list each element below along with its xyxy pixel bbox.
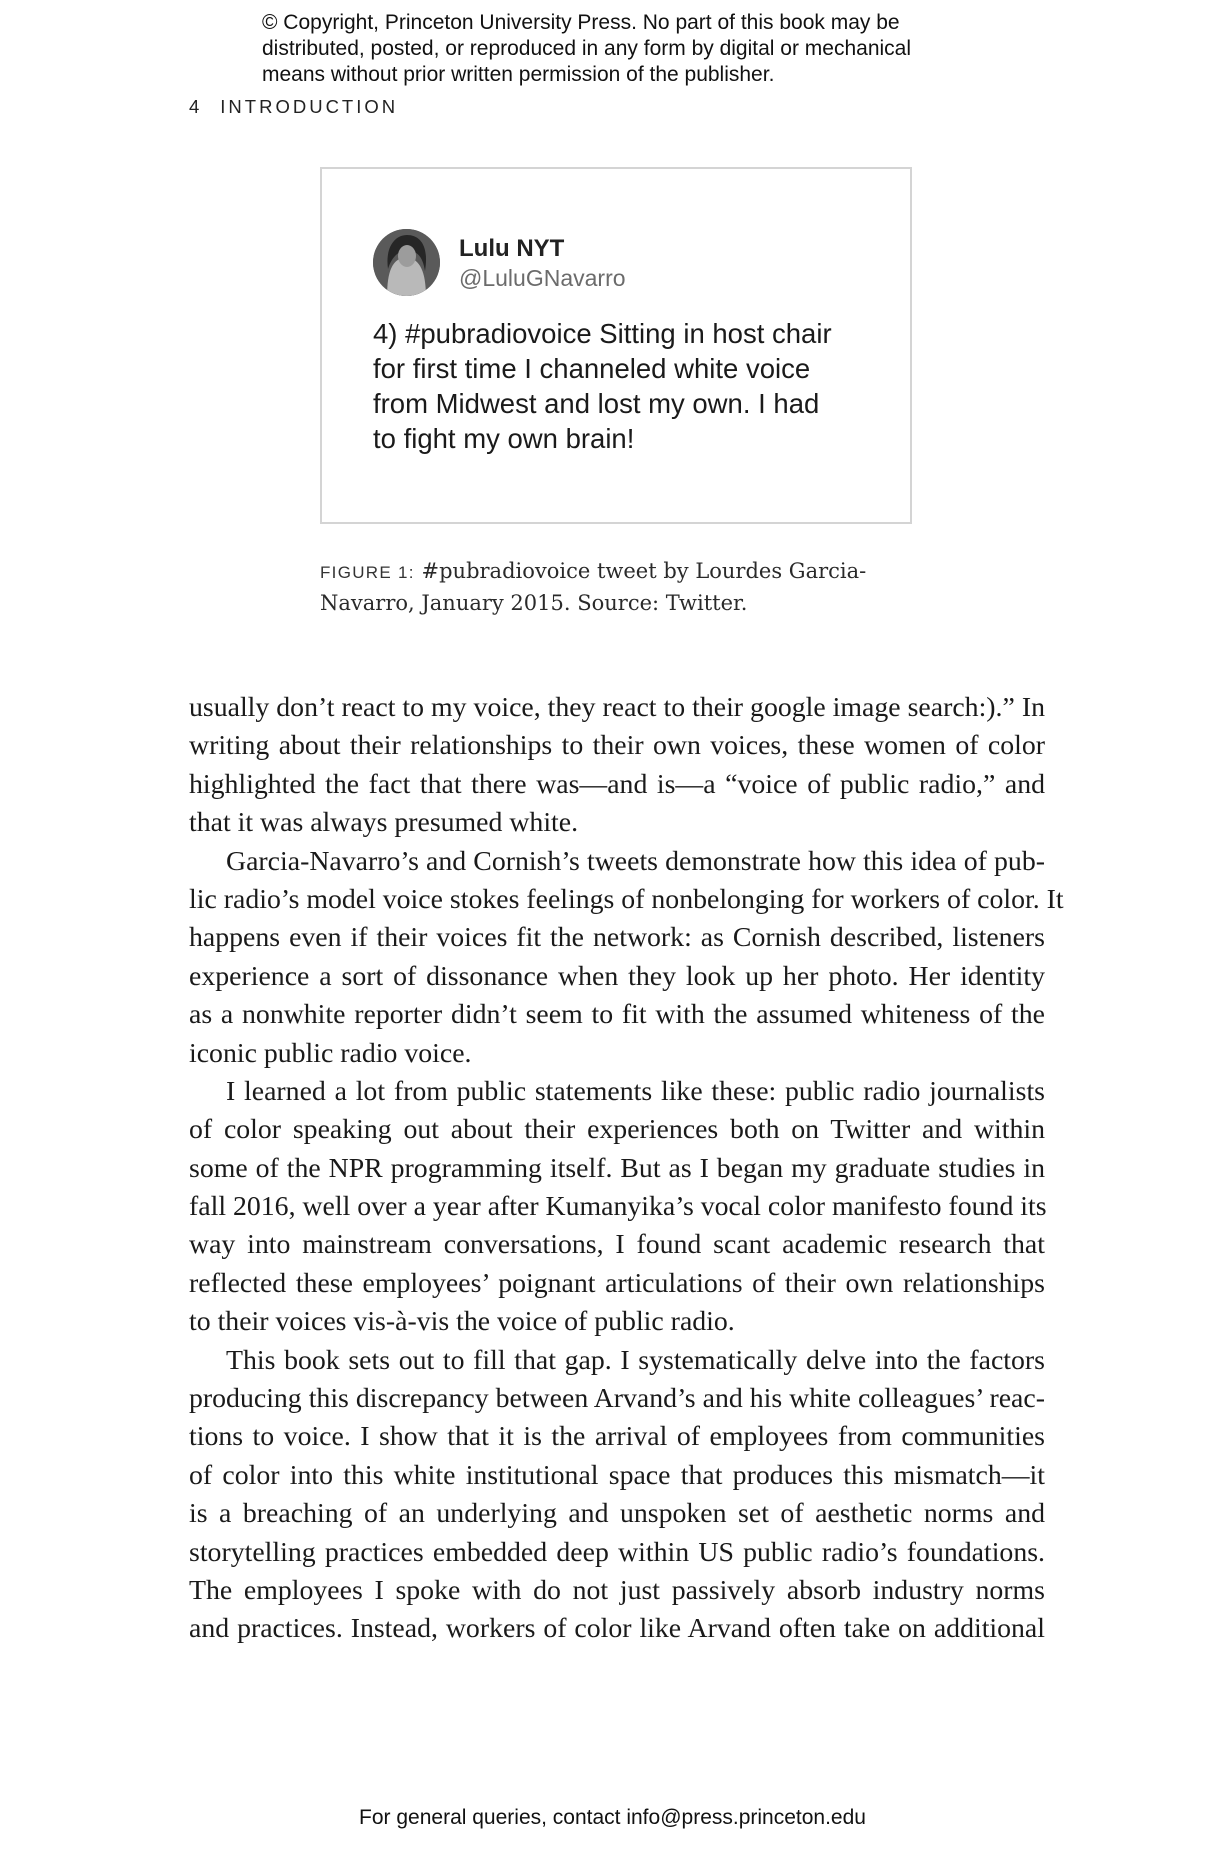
body-line: I learned a lot from public statements like these: public radio journalists <box>226 1075 1045 1107</box>
body-line: that it was always presumed white. <box>189 807 579 839</box>
body-line: is a breaching of an underlying and unspoken set of aesthetic norms and <box>189 1498 1045 1530</box>
body-line: of color into this white institutional space that produces this mismatch—it <box>189 1459 1045 1491</box>
body-line: as a nonwhite reporter didn’t seem to fit with the assumed whiteness of the <box>189 999 1045 1031</box>
caption-text: #pubradiovoice tweet by Lourdes Garcia- <box>414 559 867 583</box>
body-line: Garcia-Navarro’s and Cornish’s tweets demonstrate how this idea of pub- <box>226 845 1045 877</box>
copyright-line: means without prior written permission of the publisher. <box>262 63 775 86</box>
tweet-author-name: Lulu NYT <box>459 235 565 262</box>
section-title: INTRODUCTION <box>220 96 399 117</box>
tweet-text-line: 4) #pubradiovoice Sitting in host chair <box>373 318 832 349</box>
caption-text: Navarro, January 2015. Source: Twitter. <box>320 591 748 615</box>
body-line: usually don’t react to my voice, they react to their google image search:).” In <box>189 692 1045 723</box>
body-line: lic radio’s model voice stokes feelings of nonbelonging for workers of color. It <box>189 883 1064 915</box>
tweet-text-line: from Midwest and lost my own. I had <box>373 388 820 419</box>
page-number: 4 <box>189 96 203 117</box>
body-line: highlighted the fact that there was—and is—a “voice of public radio,” and <box>189 768 1045 800</box>
figure-label: FIGURE 1: <box>320 563 415 582</box>
body-line: way into mainstream conversations, I found scant academic research that <box>189 1229 1045 1261</box>
body-line: writing about their relationships to their own voices, these women of color <box>189 730 1045 762</box>
tweet-text <box>373 316 893 456</box>
copyright-line: distributed, posted, or reproduced in any form by digital or mechanical <box>262 37 912 60</box>
footer-contact: For general queries, contact info@press.princeton.edu <box>359 1806 866 1829</box>
avatar-portrait-icon <box>373 229 440 296</box>
body-line: tions to voice. I show that it is the arrival of employees from communities <box>189 1421 1045 1453</box>
tweet-figure <box>320 167 912 524</box>
body-line: of color speaking out about their experiences both on Twitter and within <box>189 1114 1045 1146</box>
body-line: some of the NPR programming itself. But as I began my graduate studies in <box>189 1152 1045 1184</box>
copyright-notice <box>262 10 1022 88</box>
body-line: experience a sort of dissonance when they look up her photo. Her identity <box>189 960 1045 992</box>
avatar <box>373 229 440 296</box>
tweet-text-line: for first time I channeled white voice <box>373 353 811 384</box>
body-line: producing this discrepancy between Arvand’s and his white colleagues’ reac- <box>189 1383 1045 1415</box>
body-line: reflected these employees’ poignant articulations of their own relationships <box>189 1267 1045 1299</box>
figure-caption <box>320 556 920 619</box>
body-line: and practices. Instead, workers of color like Arvand often take on additional <box>189 1613 1045 1645</box>
body-line: iconic public radio voice. <box>189 1037 472 1069</box>
body-line: happens even if their voices fit the network: as Cornish described, listeners <box>189 922 1045 954</box>
body-line: to their voices vis-à-vis the voice of public radio. <box>189 1306 735 1338</box>
tweet-author-handle: @LuluGNavarro <box>459 265 626 291</box>
running-head <box>189 96 398 118</box>
body-line: This book sets out to fill that gap. I systematically delve into the factors <box>226 1344 1045 1376</box>
body-line: storytelling practices embedded deep within US public radio’s foundations. <box>189 1536 1045 1568</box>
body-line: The employees I spoke with do not just passively absorb industry norms <box>189 1574 1045 1606</box>
tweet-text-line: to fight my own brain! <box>373 423 635 454</box>
body-text <box>189 689 1064 1649</box>
copyright-line: © Copyright, Princeton University Press. No part of this book may be <box>262 11 900 34</box>
body-line: fall 2016, well over a year after Kumanyika’s vocal color manifesto found its <box>189 1191 1047 1223</box>
